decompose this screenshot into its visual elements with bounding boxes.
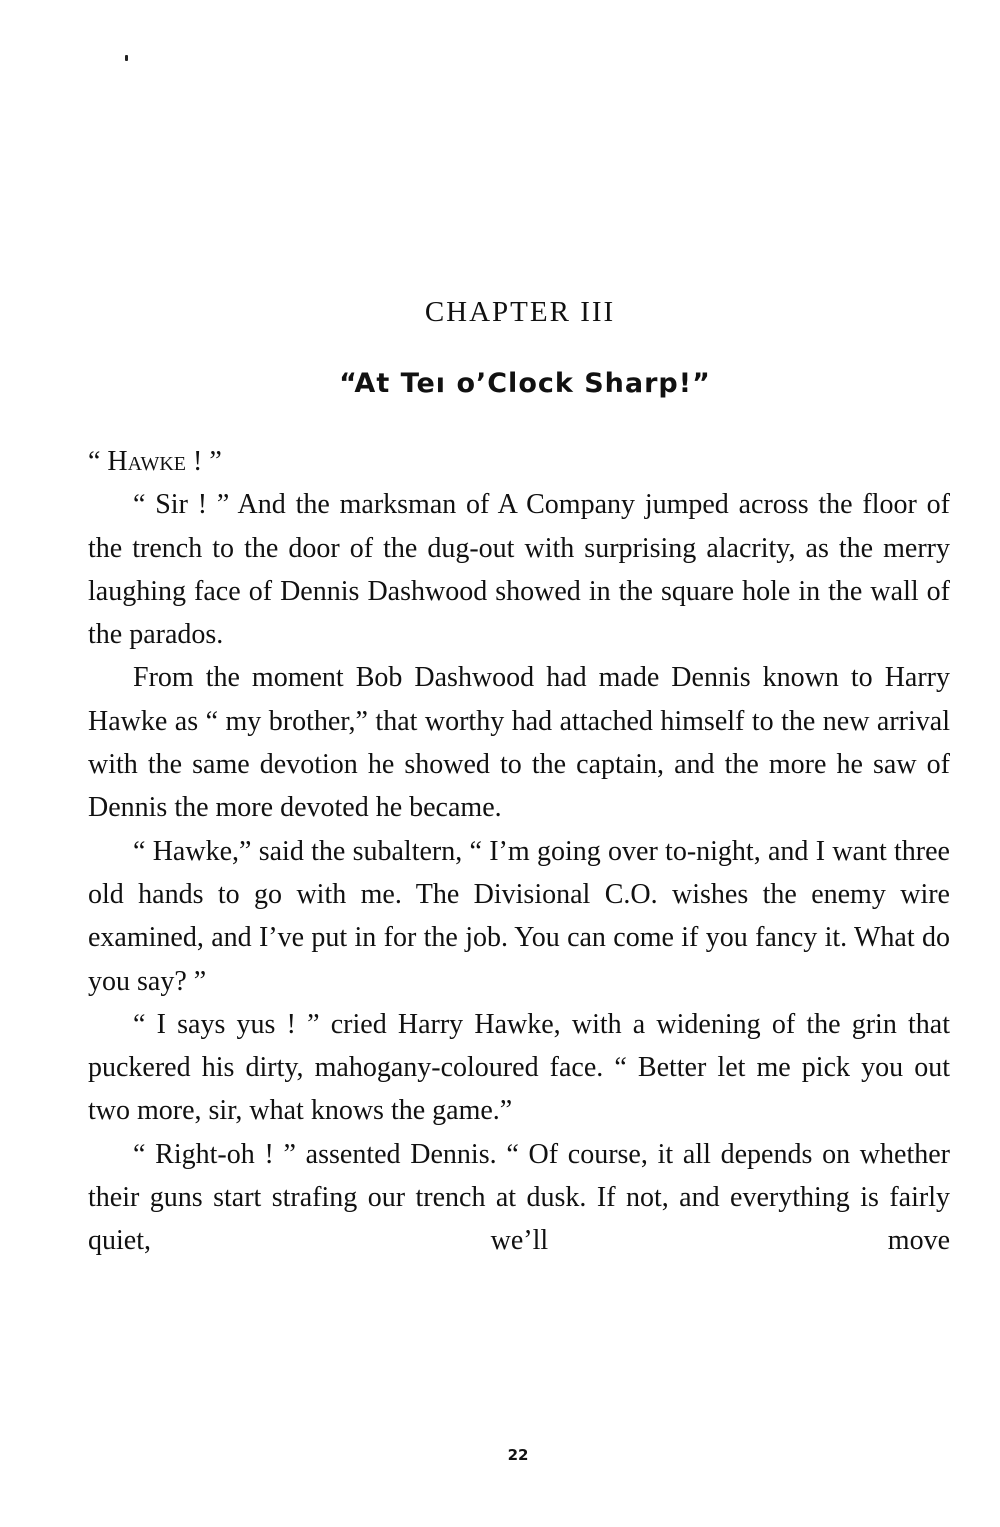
chapter-heading: CHAPTER III [424, 296, 616, 328]
page-number: 22 [507, 1446, 529, 1464]
body-text [88, 440, 950, 1263]
paragraph: “ I says yus ! ” cried Harry Hawke, with a widening of the grin that puckered his dirty, mahogany-coloured face. “ Better let me pick you out two more, sir, what knows the game.” [88, 1008, 950, 1127]
paragraph: “ Right-oh ! ” assented Dennis. “ Of course, it all depends on whether their guns start strafing our trench at dusk. If not, and everything is fairly quiet, we’ll move [88, 1138, 950, 1257]
chapter-title: “At Teı o’Clock Sharp!” [339, 368, 711, 399]
scan-speck [125, 55, 128, 61]
paragraph: “ Hawke,” said the subaltern, “ I’m going over to-night, and I want three old hands to go with me. The Divisional C.O. wishes the enemy wire examined, and I’ve put in for the job. You can come if you fancy it. What do you say? ” [88, 835, 950, 997]
paragraph: From the moment Bob Dashwood had made Dennis known to Harry Hawke as “ my brother,” that worthy had attached himself to the new arrival with the same devotion he showed to the captain, and the more he saw of Dennis the more devoted he became. [88, 662, 950, 824]
paragraph: “ Sir ! ” And the marksman of A Company jumped across the floor of the trench to the door of the dug-out with surprising alacrity, as the merry laughing face of Dennis Dashwood showed in the square hole in the wall of the parados. [88, 489, 950, 651]
paragraph: “ Hawke ! ” [88, 446, 222, 477]
